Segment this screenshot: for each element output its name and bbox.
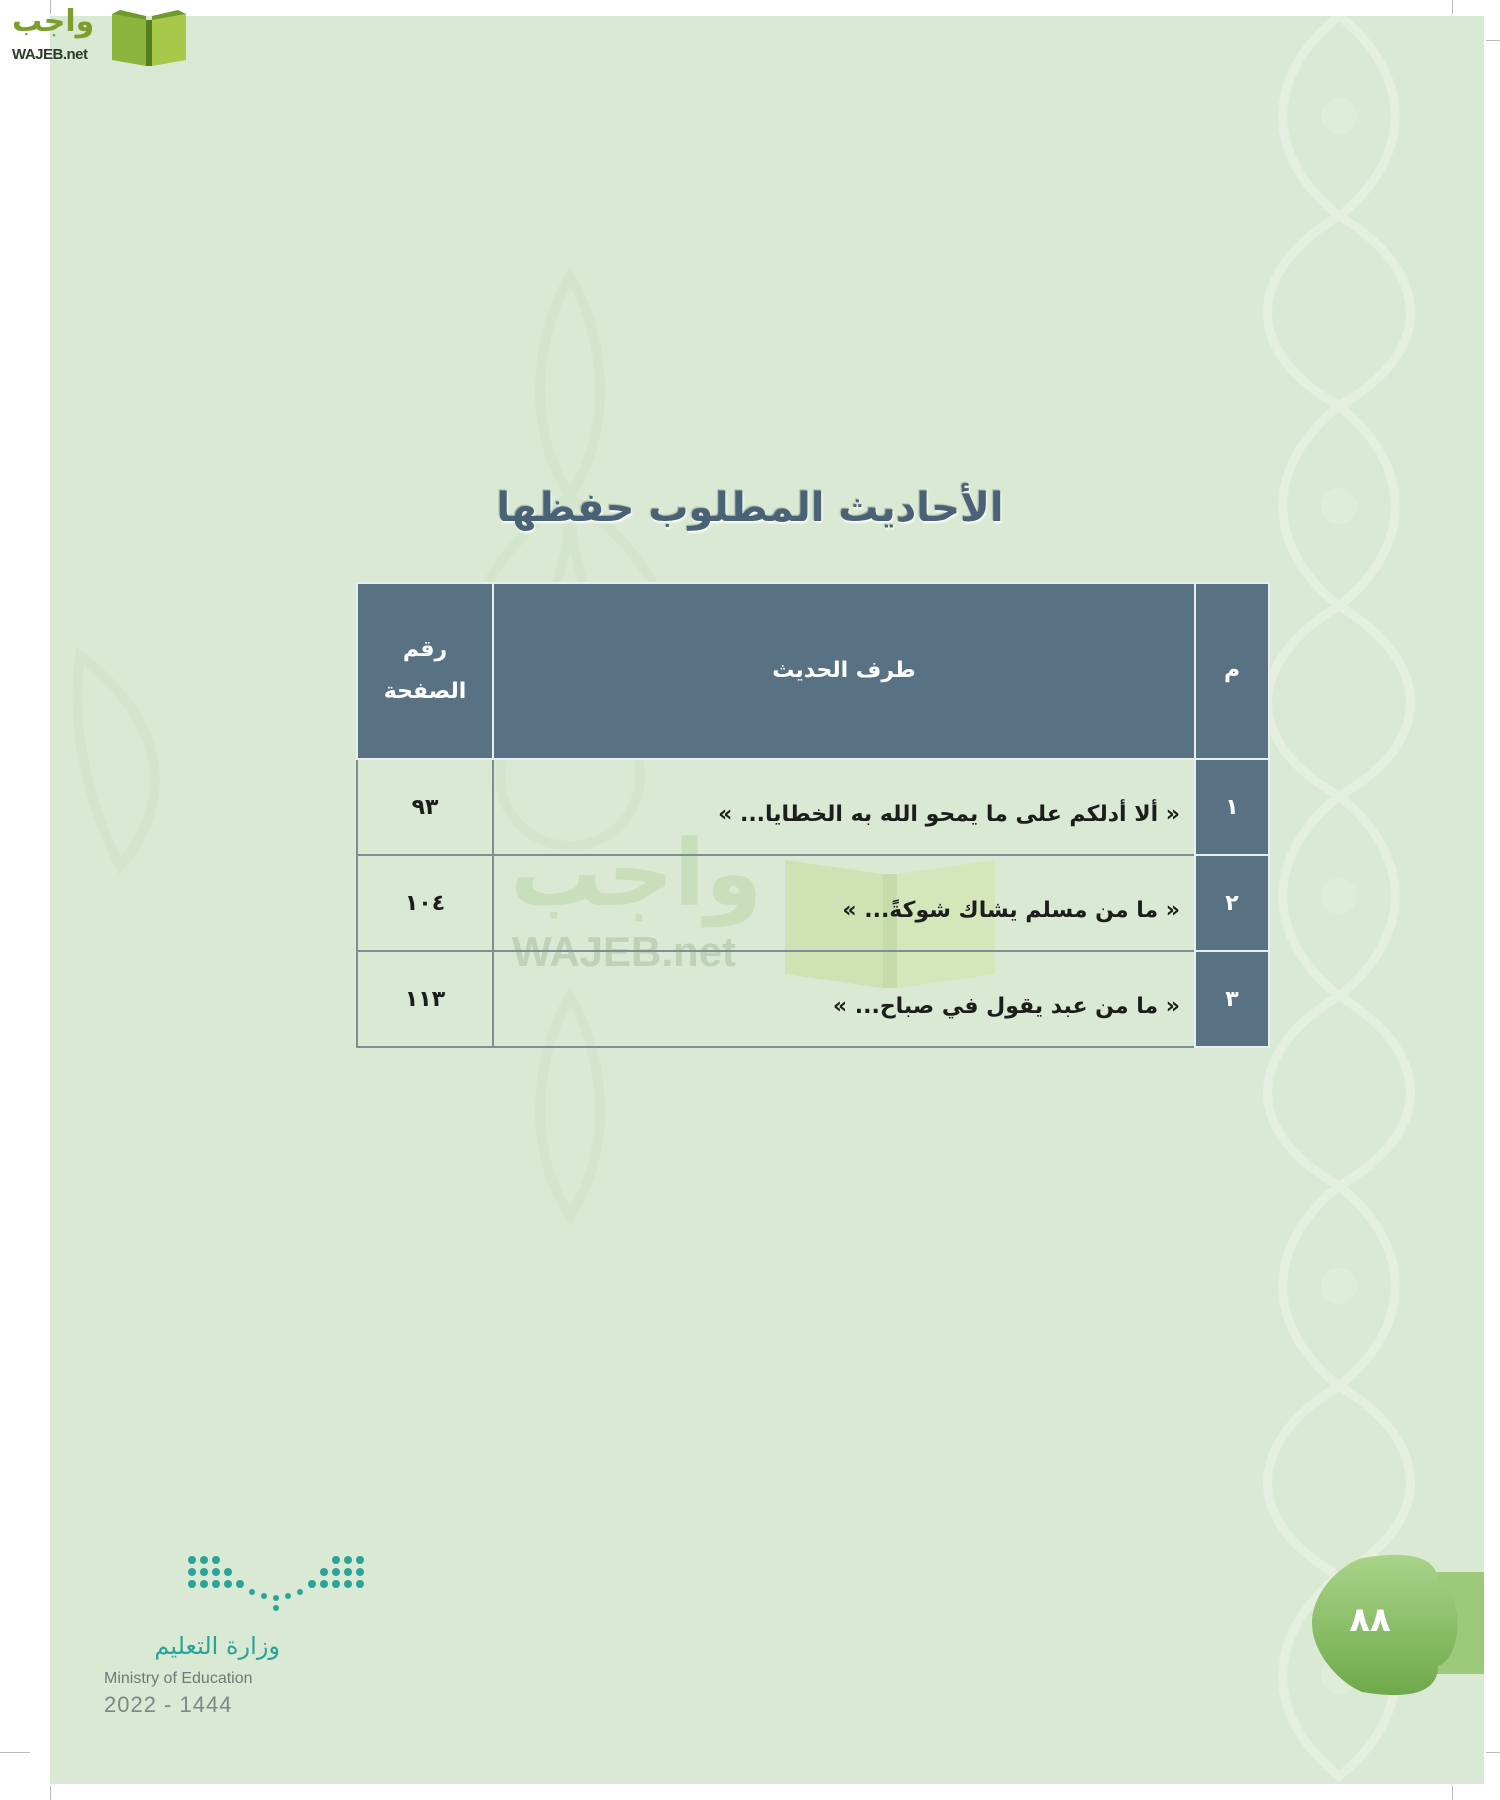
ministry-logo: [100, 1550, 380, 1730]
page-title: الأحاديث المطلوب حفظها: [496, 485, 1004, 531]
table-row: [357, 759, 1269, 855]
ministry-english-name: Ministry of Education: [104, 1670, 253, 1687]
header-page: [357, 583, 493, 759]
header-hadith: طرف الحديث: [493, 583, 1195, 759]
crop-mark: [1486, 40, 1500, 41]
ministry-arabic-name: وزارة التعليم: [154, 1632, 280, 1660]
table-row: [357, 855, 1269, 951]
crop-mark: [1452, 0, 1453, 14]
header-number: م: [1195, 583, 1269, 759]
ministry-year: 2022 - 1444: [104, 1692, 233, 1717]
row-page-number: ١١٣: [357, 951, 493, 1047]
header-page-label: رقم الصفحة: [383, 637, 467, 704]
book-icon: [108, 6, 190, 68]
hadith-table: [356, 582, 1270, 1048]
logo-arabic-text: واجب: [12, 4, 95, 39]
crop-mark: [50, 1786, 51, 1800]
row-number: ٣: [1195, 951, 1269, 1047]
table-row: [357, 951, 1269, 1047]
hadith-table-container: [356, 582, 1268, 1019]
watermark-latin-text: WAJEB.net: [512, 928, 737, 975]
crop-mark: [0, 1752, 30, 1753]
page-number: ٨٨: [1349, 1600, 1391, 1640]
logo-latin-text: WAJEB.net: [12, 46, 88, 63]
row-page-number: ١٠٤: [357, 855, 493, 951]
crop-mark: [1486, 1752, 1500, 1753]
watermark-arabic-text: واجب: [510, 820, 763, 927]
row-page-number: ٩٣: [357, 759, 493, 855]
table-header-row: [357, 583, 1269, 759]
row-hadith-text: « ما من مسلم يشاك شوكةً... »: [493, 855, 1195, 951]
row-hadith-text: « ألا أدلكم على ما يمحو الله به الخطايا... »: [493, 759, 1195, 855]
row-hadith-text: « ما من عبد يقول في صباح... »: [493, 951, 1195, 1047]
row-number: ١: [1195, 759, 1269, 855]
row-number: ٢: [1195, 855, 1269, 951]
crop-mark: [1452, 1786, 1453, 1800]
wajeb-logo: [12, 4, 192, 70]
ministry-dots-icon: [186, 1552, 366, 1612]
